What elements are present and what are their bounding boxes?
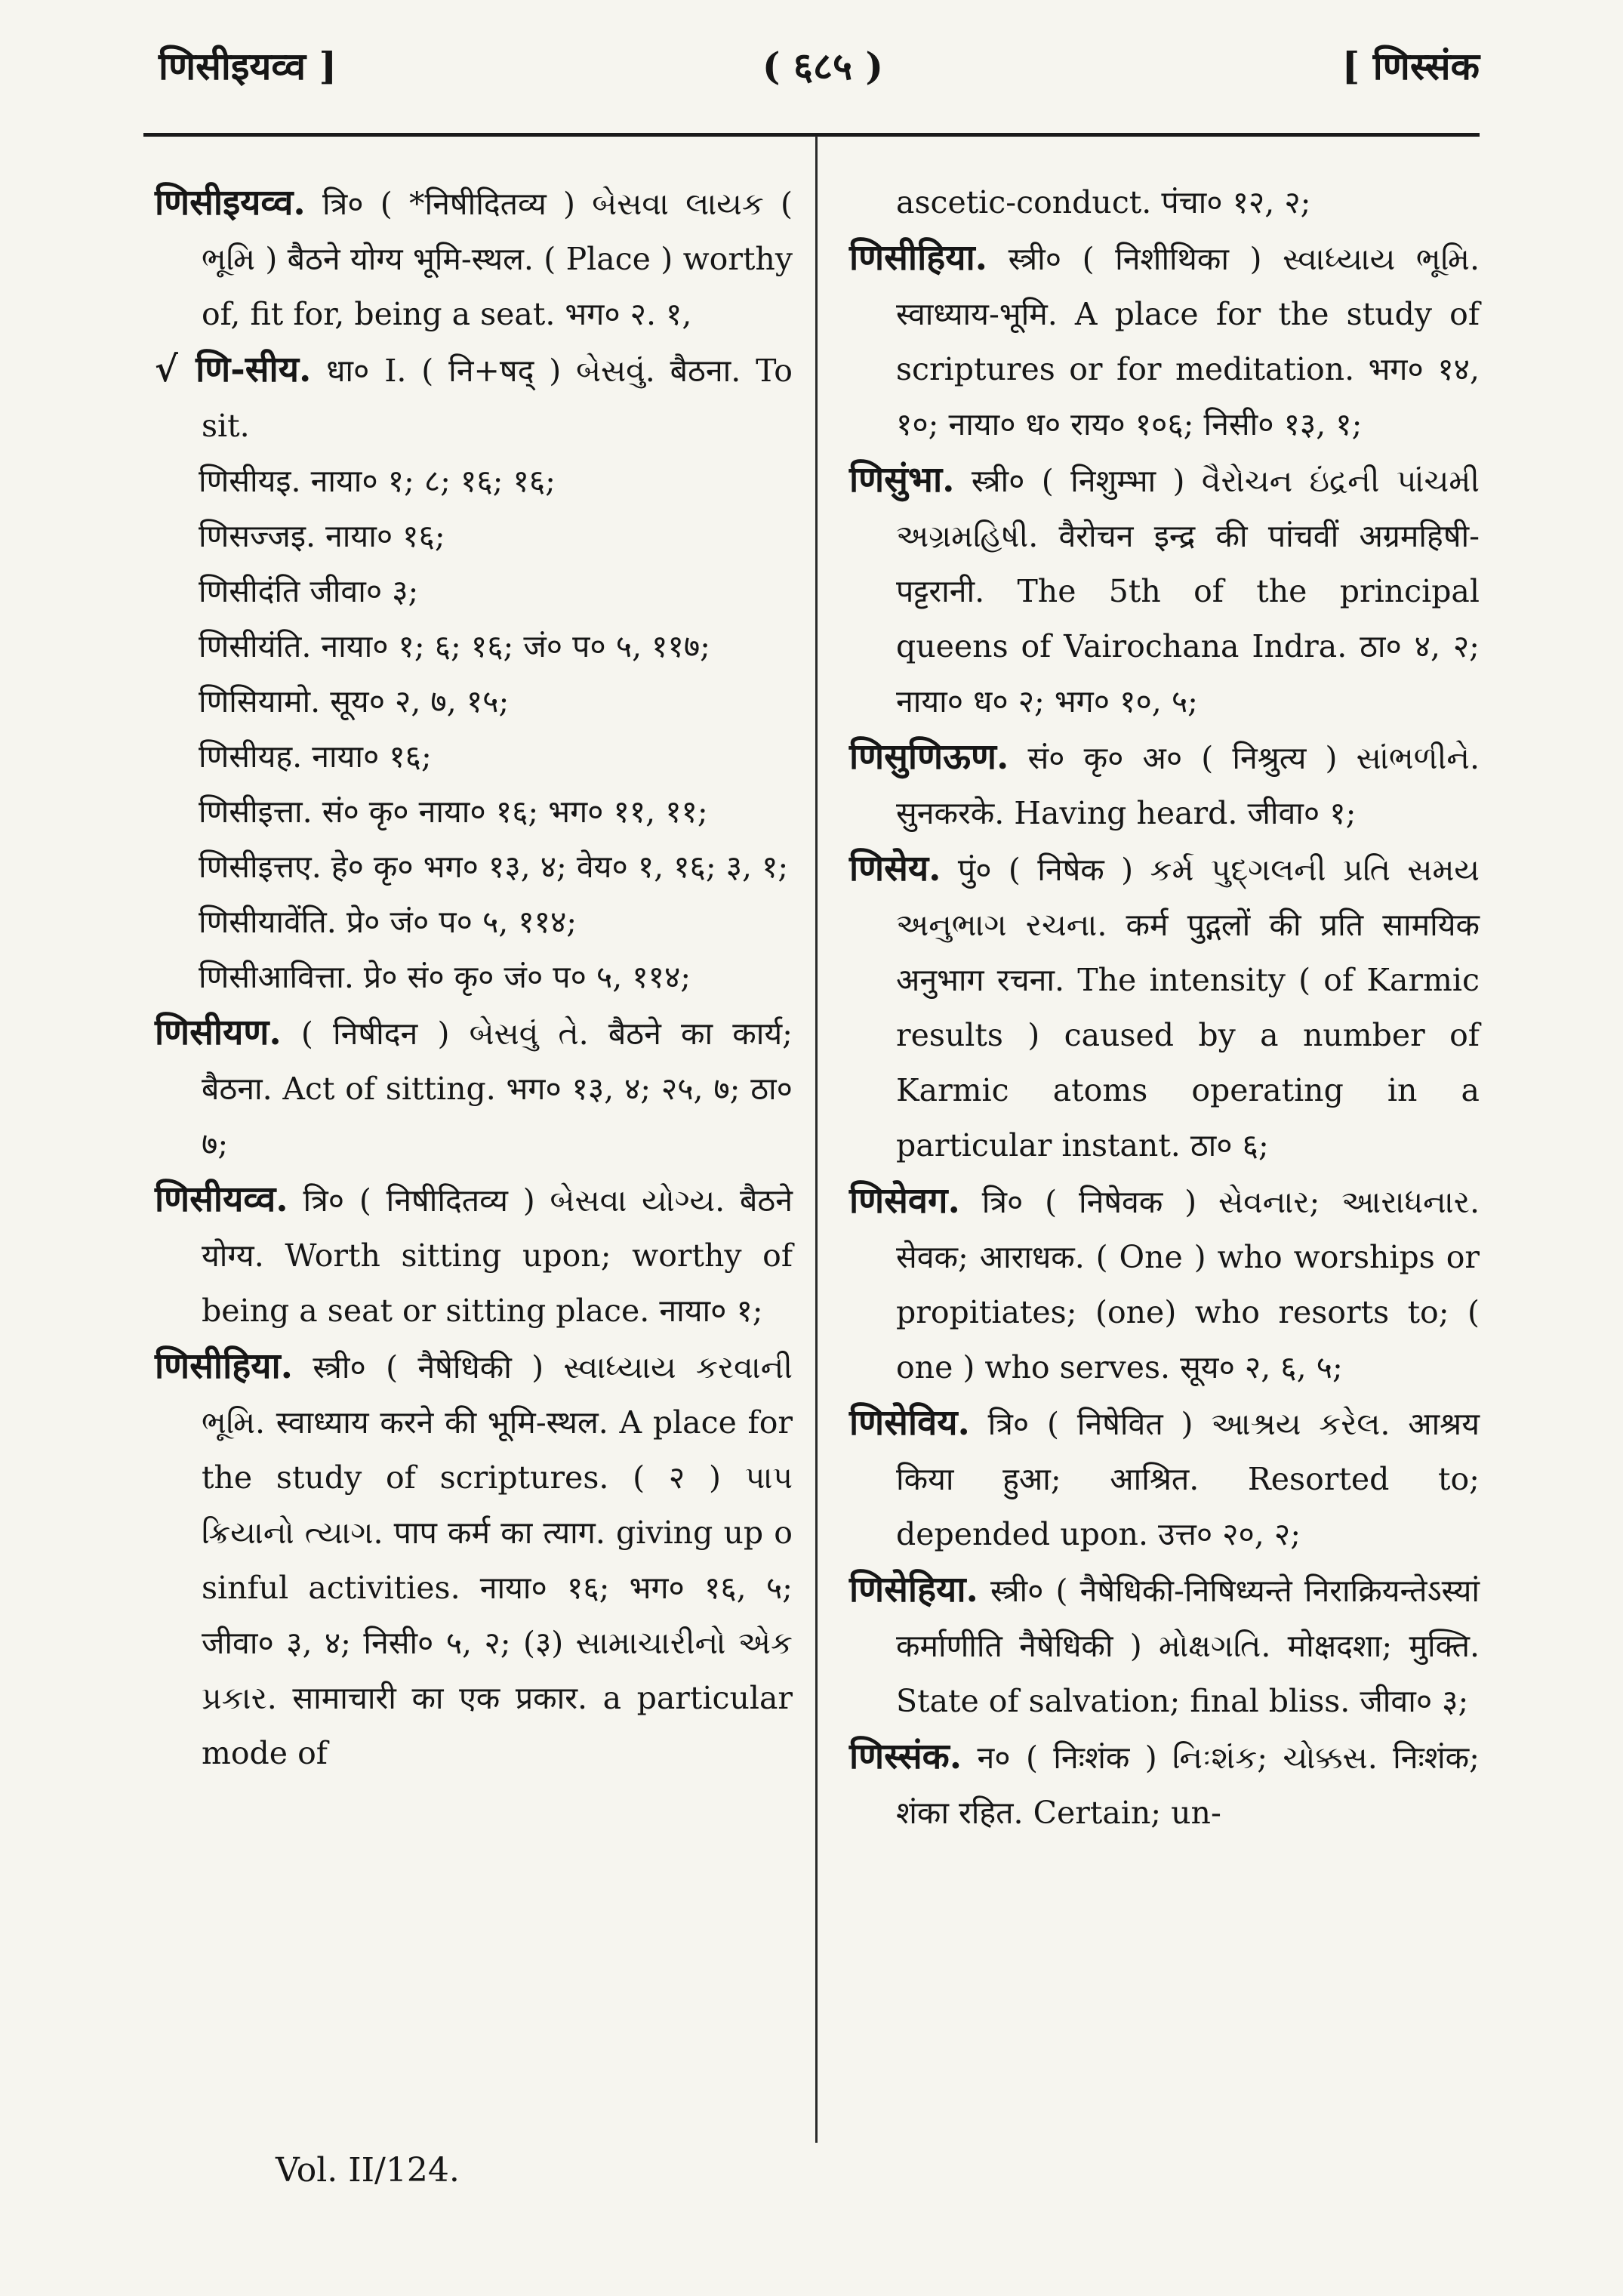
entry-text: णिसीयंति. नाया० १; ६; १६; जं० प० ५, ११७; [199, 628, 710, 664]
headword: णिसेवग. [849, 1180, 960, 1222]
dictionary-entry [849, 729, 1480, 841]
left-column [155, 175, 793, 1781]
dictionary-entry [155, 1005, 793, 1172]
sub-form [155, 840, 793, 895]
entry-text: न० ( निःशंक ) નિઃશંક; ચોક્કસ. निःशंक; शंका रहित. Certain; un- [896, 1740, 1480, 1831]
entry-text: ( निषीदन ) બેસવું તે. बैठने का कार्य; बैठना. Act of sitting. भग० १३, ४; २५, ७; ठा० ७; [202, 1015, 793, 1162]
headword: णिसेहिया. [849, 1569, 978, 1610]
headword: णिसीयव्व. [155, 1179, 288, 1220]
entry-text: स्त्री० ( नैषेधिकी ) સ્વાધ્યાય કરવાની ભૂમિ. स्वाध्याय करने की भूमि-स्थल. A place for the study of scriptures. ( २ ) પાપ ક્રિયાનો ત્યાગ. पाप कर्म का त्याग. giving up o sinful activities. नाया० १६; भग० १६, ५; जीवा० ३, ४; निसी० ५, २; (३) સામાચારીનો એક પ્રકાર. सामाचारी का एक प्रकार. a particular mode of [202, 1349, 793, 1771]
running-head-right: [ णिस्संक [1341, 44, 1480, 88]
dictionary-entry [155, 342, 793, 454]
entry-text: णिसीयावेंति. प्रे० जं० प० ५, ११४; [199, 904, 577, 940]
headword: णिसेय. [849, 848, 941, 889]
sub-form [155, 454, 793, 509]
headword: णिसुणिऊण. [849, 736, 1009, 778]
sub-form [155, 784, 793, 840]
entry-text: णिसीदंति जीवा० ३; [199, 573, 419, 609]
dictionary-entry [849, 1729, 1480, 1841]
entry-text: णिसीआवित्ता. प्रे० सं० कृ० जं० प० ५, ११४; [199, 959, 691, 995]
dictionary-entry [849, 1562, 1480, 1729]
entry-text: णिसज्जइ. नाया० १६; [199, 518, 445, 554]
right-column [849, 175, 1480, 1841]
entry-text: धा० I. ( नि+षद् ) બેસવું. बैठना. To sit. [202, 353, 793, 444]
entry-text: सं० कृ० अ० ( निश्रुत्य ) સાંભળીને. सुनकरके. Having heard. जीवा० १; [896, 740, 1480, 831]
entry-text: णिसीइत्ता. सं० कृ० नाया० १६; भग० ११, ११; [199, 794, 708, 830]
headword: णिसीयण. [155, 1012, 282, 1053]
dictionary-entry [849, 1173, 1480, 1395]
headword: णिसीहिया. [849, 237, 988, 279]
dictionary-entry [155, 1339, 793, 1781]
entry-text: स्त्री० ( निशीथिका ) સ્વાધ્યાય ભૂમિ. स्वाध्याय-भूमि. A place for the study of scriptures or for meditation. भग० १४, १०; नाया० ध० राय० १०६; निसी० १३, १; [896, 241, 1480, 442]
dictionary-entry [849, 452, 1480, 729]
entry-text: णिसीइत्तए. हे० कृ० भग० १३, ४; वेय० १, १६; ३, १; [199, 849, 789, 885]
running-head-left: णिसीइयव्व ] [159, 44, 337, 88]
entry-text: त्रि० ( *निषीदितव्य ) બેસવા લાયક ( ભૂમિ ) बैठने योग्य भूमि-स्थल. ( Place ) worthy of, fit for, being a seat. भग० २. १, [202, 186, 793, 332]
entry-text: ascetic-conduct. पंचा० १२, २; [896, 184, 1311, 220]
dictionary-entry [849, 1395, 1480, 1562]
sub-form [155, 950, 793, 1005]
sub-form [155, 674, 793, 729]
dictionary-entry [849, 841, 1480, 1173]
sub-form [155, 729, 793, 784]
dictionary-entry [849, 230, 1480, 452]
headword: णिसीइयव्व. [155, 182, 306, 223]
dictionary-entry [155, 1172, 793, 1339]
headword: √ णि-सीय. [155, 349, 312, 390]
headword: णिसीहिया. [155, 1345, 294, 1387]
entry-text: णिसियामो. सूय० २, ७, १५; [199, 683, 510, 720]
dictionary-entry [849, 175, 1480, 230]
headword: णिसेविय. [849, 1402, 970, 1444]
sub-form [155, 619, 793, 674]
entry-text: त्रि० ( निषीदितव्य ) બેસવા યોગ્ય. बैठने योग्य. Worth sitting upon; worthy of being a seat or sitting place. नाया० १; [202, 1182, 793, 1329]
sub-form [155, 895, 793, 950]
headword: णिसुंभा. [849, 459, 955, 501]
volume-footer: Vol. II/124. [276, 2151, 460, 2190]
entry-text: णिसीयह. नाया० १६; [199, 738, 432, 775]
sub-form [155, 564, 793, 619]
column-divider [815, 136, 818, 2143]
header-rule [143, 133, 1480, 137]
entry-text: त्रि० ( निषेवित ) આશ્રય કરેલ. आश्रय किया हुआ; आश्रित. Resorted to; depended upon. उत्त० २०, २; [896, 1406, 1480, 1552]
entry-text: णिसीयइ. नाया० १; ८; १६; १६; [199, 463, 556, 499]
entry-text: स्त्री० ( निशुम्भा ) વૈરોચન ઇંદ્રની પાંચમી અગ્રમહિષી. वैरोचन इन्द्र की पांचवीं अग्रमहिषी-पट्टरानी. The 5th of the principal queens of Vairochana Indra. ठा० ४, २; नाया० ध० २; भग० १०, ५; [896, 463, 1480, 720]
entry-text: पुं० ( निषेक ) કર્મ પુદ્ગલની પ્રતિ સમય અનુભાગ રચના. कर्म पुद्गलों की प्रति सामयिक अनुभाग रचना. The intensity ( of Karmic results ) caused by a number of Karmic atoms operating in a particular instant. ठा० ६; [896, 852, 1480, 1163]
headword: णिस्संक. [849, 1736, 962, 1777]
sub-form [155, 509, 793, 564]
entry-text: स्त्री० ( नैषेधिकी-निषिध्यन्ते निराक्रियन्तेऽस्यां कर्माणीति नैषेधिकी ) મોક્ષગતિ. मोक्षदशा; मुक्ति. State of salvation; final bliss. जीवा० ३; [896, 1573, 1480, 1719]
dictionary-entry [155, 175, 793, 342]
entry-text: त्रि० ( निषेवक ) સેવનાર; આરાધનાર. सेवक; आराधक. ( One ) who worships or propitiates; (one) who resorts to; ( one ) who serves. सूय० २, ६, ५; [896, 1184, 1480, 1385]
page-number: ( ६८५ ) [762, 44, 884, 88]
